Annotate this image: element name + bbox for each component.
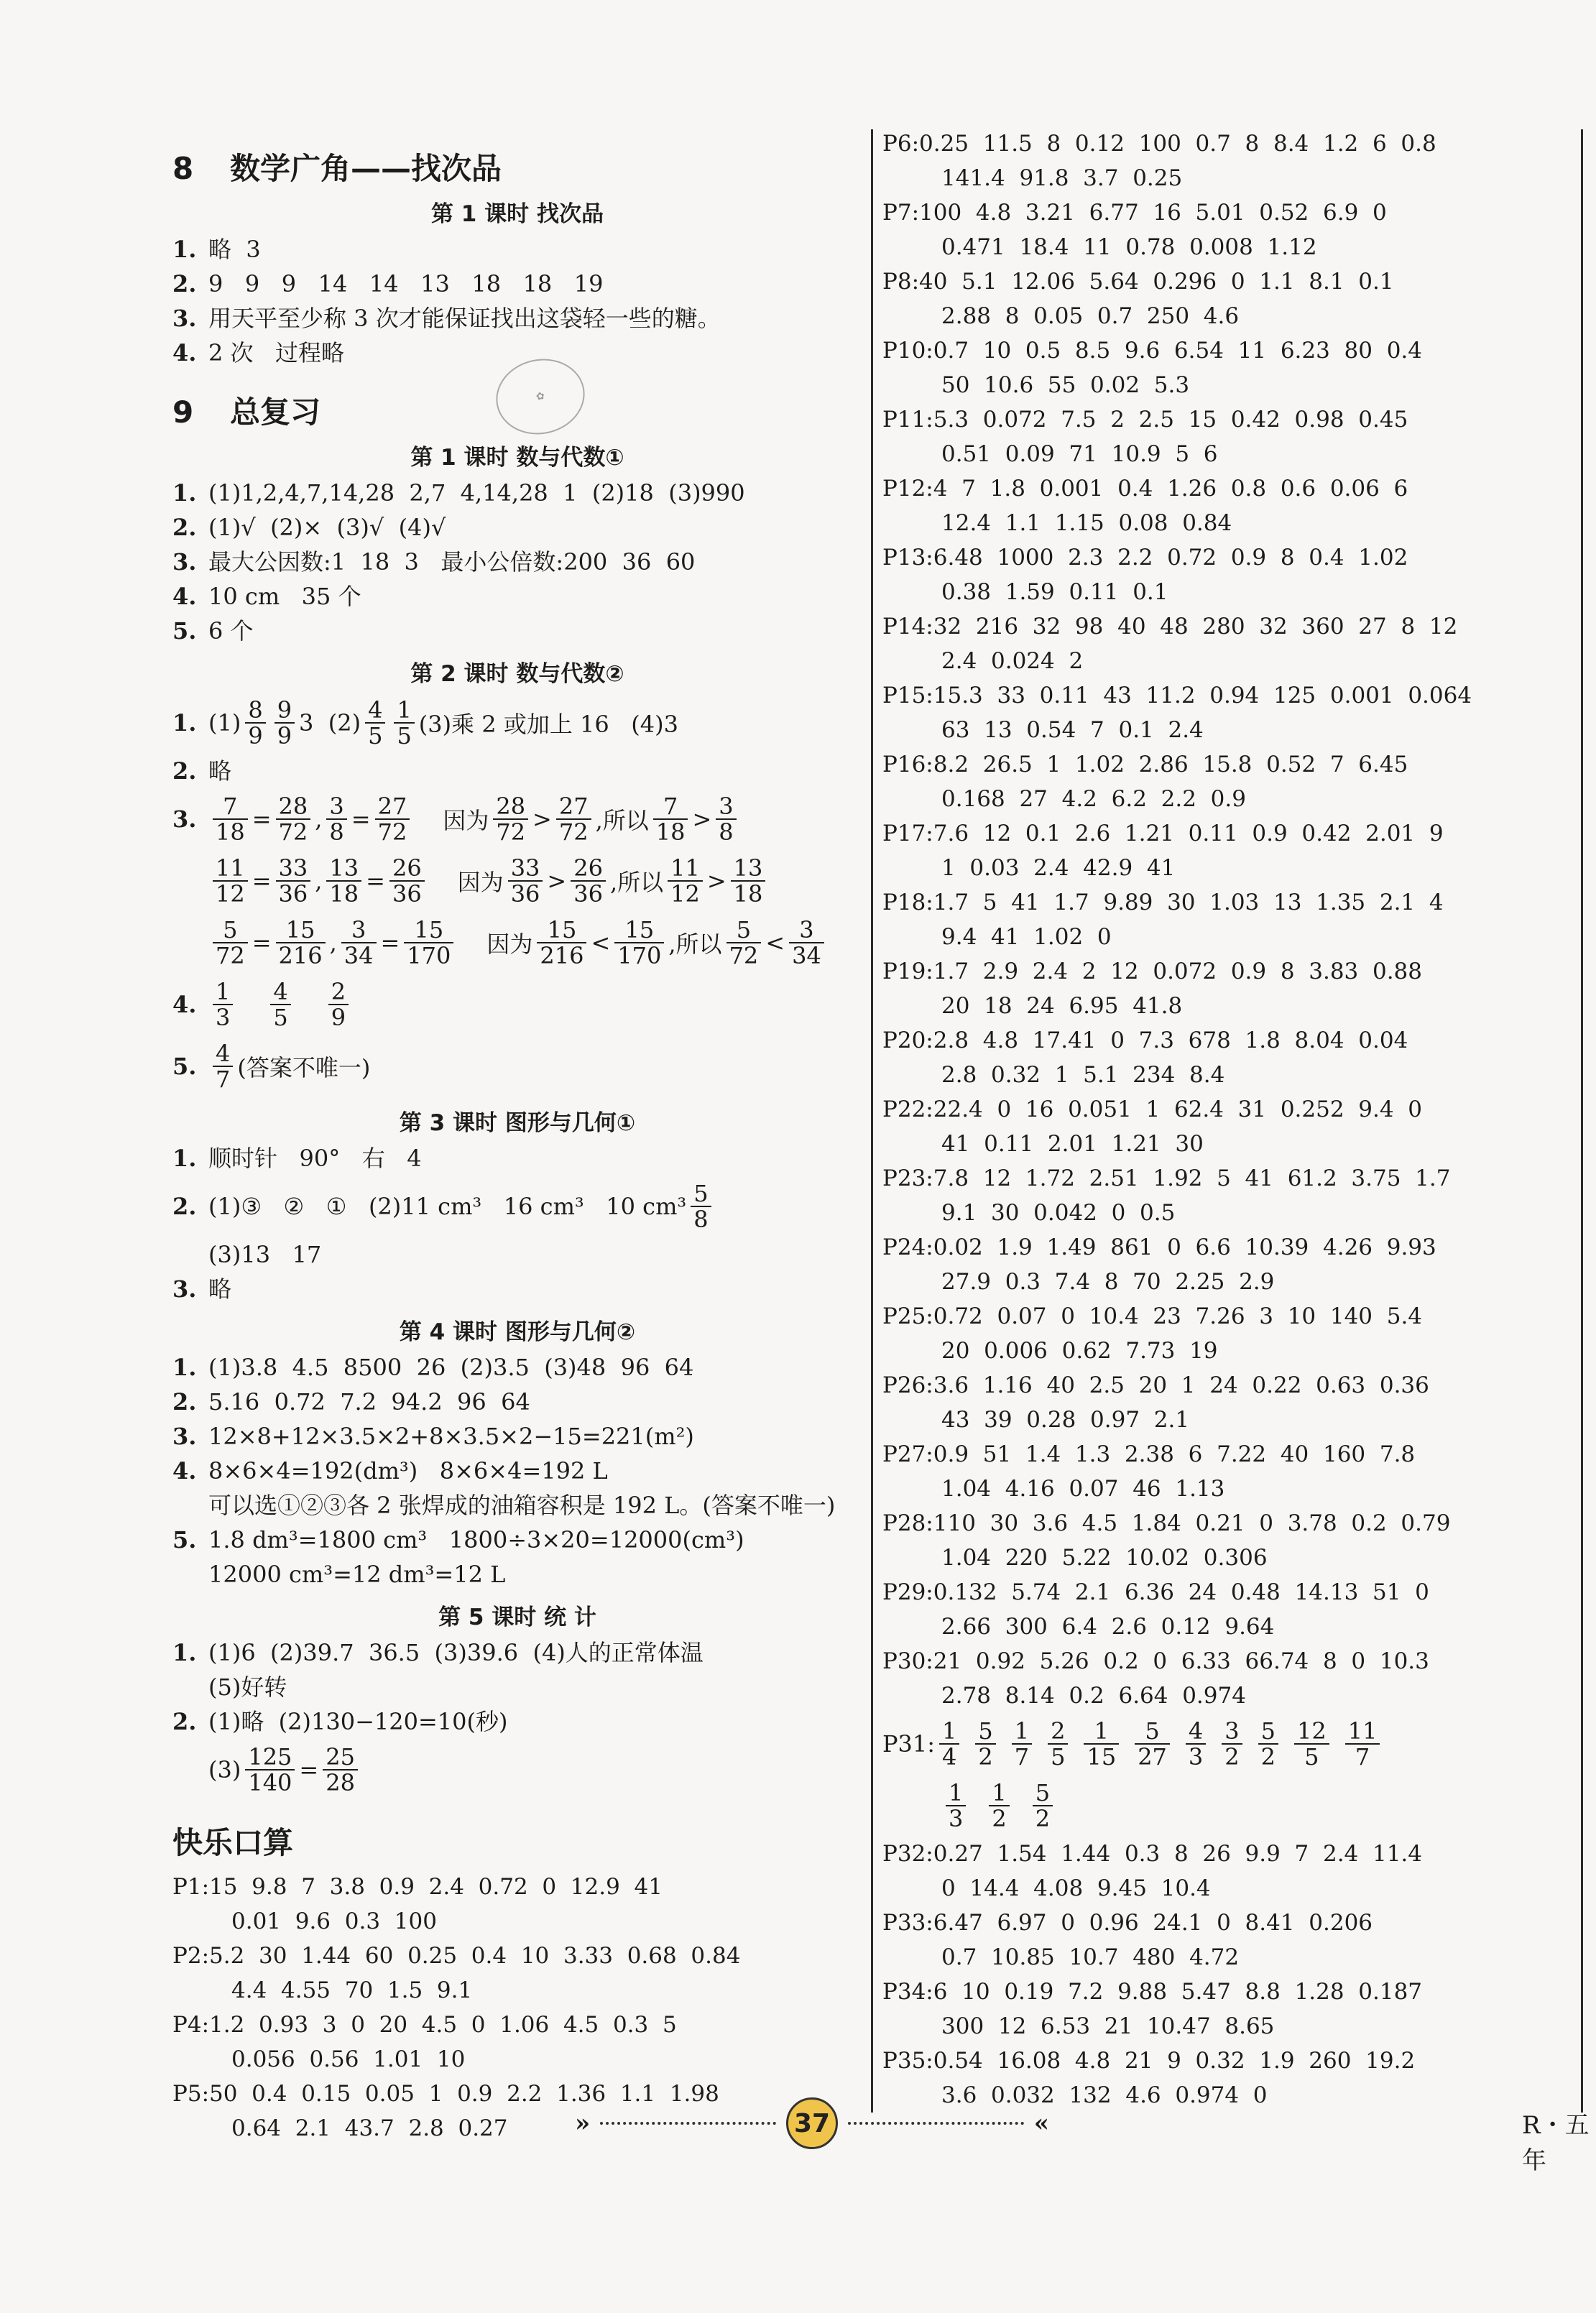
answer-row-cont: 141.4 91.8 3.7 0.25 [941,165,1183,191]
lesson-heading: 第 5 课时 统 计 [438,1605,596,1630]
answer-row-cont: 43 39 0.28 0.97 2.1 [941,1407,1190,1433]
answer-line: (5)好转 [208,1673,287,1701]
answer-row-cont: 0 14.4 4.08 9.45 10.4 [941,1875,1211,1901]
fraction: $\frac{4}{3}$ [1186,1719,1206,1769]
answer-line: $\frac{11}{12}$ = $\frac{33}{36}$ , $\frac{13}{18}$ = $\frac{26}{36}$ 因为 $\frac{33}{36}$ > $\frac{26}{36}$ ,所以 $\frac{11}{12}$ > $\frac{13}{18}$ [172,850,862,912]
answer-row: P23:7.8 12 1.72 2.51 1.92 5 41 61.2 3.75 1.7 [882,1165,1451,1191]
answer-row-cont: 1.04 4.16 0.07 46 1.13 [941,1476,1225,1502]
answer-line: 3. 用天平至少称 3 次才能保证找出这袋轻一些的糖。 [172,305,721,332]
fraction: $\frac{1}{7}$ [1012,1719,1032,1769]
answer-row: P17:7.6 12 0.1 2.6 1.21 0.11 0.9 0.42 2.01 9 [882,821,1444,846]
fraction: $\frac{4}{7}$ [213,1041,233,1091]
fraction: $\frac{5}{2}$ [1033,1781,1053,1831]
answer-row: P16:8.2 26.5 1 1.02 2.86 15.8 0.52 7 6.45 [882,752,1408,777]
fraction: $\frac{27}{72}$ [556,794,591,844]
fraction: $\frac{5}{2}$ [975,1719,995,1769]
fraction: $\frac{5}{72}$ [213,918,248,968]
fraction: $\frac{25}{28}$ [323,1745,358,1795]
answer-line: 1. (1)6 (2)39.7 36.5 (3)39.6 (4)人的正常体温 [172,1639,704,1666]
answer-line: 4. $\frac{1}{3}$ $\frac{4}{5}$ $\frac{2}{9}$ [172,974,862,1035]
answer-row: P10:0.7 10 0.5 8.5 9.6 6.54 11 6.23 80 0.4 [882,338,1423,364]
fraction: $\frac{13}{18}$ [731,856,766,906]
answer-row-cont: 2.4 0.024 2 [941,648,1084,674]
answer-row: P34:6 10 0.19 7.2 9.88 5.47 8.8 1.28 0.187 [882,1979,1423,2005]
answer-line: 4. 2 次 过程略 [172,339,345,366]
fraction: $\frac{11}{12}$ [213,856,248,906]
answer-row: P20:2.8 4.8 17.41 0 7.3 678 1.8 8.04 0.04 [882,1028,1408,1053]
double-right-arrow-icon: » [575,2109,591,2138]
answer-line: 2. 略 [172,757,232,785]
column-divider-right [1581,129,1583,2113]
answer-line: 1. 顺时针 90° 右 4 [172,1145,422,1172]
answer-row: P14:32 216 32 98 40 48 280 32 360 27 8 12 [882,614,1458,640]
section-8-title: 8 数学广角——找次品 [172,151,502,186]
answer-line: 可以选①②③各 2 张焊成的油箱容积是 192 L。(答案不唯一) [208,1492,836,1519]
lesson-heading: 第 1 课时 找次品 [431,201,604,227]
fraction: $\frac{125}{140}$ [245,1745,295,1795]
fraction: $\frac{5}{72}$ [726,918,762,968]
answer-row: P2:5.2 30 1.44 60 0.25 0.4 10 3.33 0.68 0.84 [172,1943,741,1969]
answer-line: 5. 1.8 dm³=1800 cm³ 1800÷3×20=12000(cm³) [172,1526,744,1553]
answer-row-cont: 300 12 6.53 21 10.47 8.65 [941,2013,1275,2039]
fraction: $\frac{26}{36}$ [389,856,425,906]
answer-row: P19:1.7 2.9 2.4 2 12 0.072 0.9 8 3.83 0.88 [882,959,1423,984]
double-left-arrow-icon: « [1033,2109,1049,2138]
fraction: $\frac{15}{170}$ [404,918,453,968]
answer-line-p31: P31: $\frac{1}{4}$ $\frac{5}{2}$ $\frac{1}{7}$ $\frac{2}{5}$ $\frac{1}{15}$ $\frac{5}{27}$ $\frac{4}{3}$ $\frac{3}{2}$ $\frac{5}{2}$ $\frac{12}{5}$ $\frac{11}{7}$ [882,1713,1558,1775]
answer-line: 5. 6 个 [172,617,254,645]
answer-line: 12000 cm³=12 dm³=12 L [208,1561,506,1588]
answer-row-cont: 2.66 300 6.4 2.6 0.12 9.64 [941,1614,1275,1640]
fraction: $\frac{3}{34}$ [789,918,824,968]
fraction: $\frac{3}{8}$ [716,794,736,844]
answer-row-cont: 12.4 1.1 1.15 0.08 0.84 [941,510,1232,536]
stamp-seal: ✿ [489,351,592,443]
section-9-title: 9 总复习 [172,394,321,430]
answer-line-p31b [882,1775,1558,1837]
right-column [882,126,1558,2113]
answer-row-cont: 4.4 4.55 70 1.5 9.1 [231,1977,473,2003]
fraction: $\frac{15}{216}$ [537,918,586,968]
answer-row: P26:3.6 1.16 40 2.5 20 1 24 0.22 0.63 0.36 [882,1372,1429,1398]
answer-line: 2. 9 9 9 14 14 13 18 18 19 [172,270,604,297]
answer-row: P25:0.72 0.07 0 10.4 23 7.26 3 10 140 5.4 [882,1303,1423,1329]
answer-line: 1. (1)3.8 4.5 8500 26 (2)3.5 (3)48 96 64 [172,1354,694,1381]
answer-row: P18:1.7 5 41 1.7 9.89 30 1.03 13 1.35 2.1 4 [882,890,1444,915]
answer-row: P29:0.132 5.74 2.1 6.36 24 0.48 14.13 51 0 [882,1579,1429,1605]
answer-row: P5:50 0.4 0.15 0.05 1 0.9 2.2 1.36 1.1 1.98 [172,2081,719,2107]
answer-line: 2. (1)略 (2)130−120=10(秒) [172,1708,508,1735]
answer-line: 4. 10 cm 35 个 [172,583,361,610]
fraction: $\frac{3}{8}$ [326,794,346,844]
answer-row: P1:15 9.8 7 3.8 0.9 2.4 0.72 0 12.9 41 [172,1874,663,1900]
fraction: $\frac{2}{5}$ [1048,1719,1068,1769]
dotted-line [848,2122,1024,2125]
fraction: $\frac{5}{27}$ [1135,1719,1170,1769]
answer-row-cont: 63 13 0.54 7 0.1 2.4 [941,717,1204,743]
grade-label: R・五年 [1522,2111,1590,2175]
fraction: $\frac{15}{170}$ [614,918,664,968]
fraction: $\frac{3}{2}$ [1222,1719,1242,1769]
fraction: $\frac{2}{9}$ [328,979,349,1030]
lesson-heading: 第 1 课时 数与代数① [410,445,624,471]
page-number-badge: 37 [786,2097,838,2149]
answer-row: P35:0.54 16.08 4.8 21 9 0.32 1.9 260 19.2 [882,2048,1416,2074]
fraction: $\frac{1}{15}$ [1084,1719,1119,1769]
answer-line: 2. (1)√ (2)× (3)√ (4)√ [172,514,446,541]
answer-row-cont: 0.64 2.1 43.7 2.8 0.27 [231,2115,508,2141]
answer-row-cont: 2.88 8 0.05 0.7 250 4.6 [941,303,1240,329]
answer-row: P33:6.47 6.97 0 0.96 24.1 0 8.41 0.206 [882,1910,1373,1936]
column-divider [871,129,873,2113]
answer-row: P12:4 7 1.8 0.001 0.4 1.26 0.8 0.6 0.06 6 [882,476,1408,502]
fraction: $\frac{33}{36}$ [508,856,543,906]
answer-row-cont: 0.01 9.6 0.3 100 [231,1908,437,1934]
answer-line: 1. (1)1,2,4,7,14,28 2,7 4,14,28 1 (2)18 (3)990 [172,479,745,507]
answer-line: 3. 略 [172,1275,232,1303]
answer-row-cont: 9.4 41 1.02 0 [941,924,1112,950]
fraction: $\frac{4}{5}$ [365,698,385,748]
answer-row-cont: 20 0.006 0.62 7.73 19 [941,1338,1218,1364]
lesson-heading: 第 4 课时 图形与几何② [399,1319,636,1345]
answer-line: 3. 12×8+12×3.5×2+8×3.5×2−15=221(m²) [172,1423,694,1450]
answer-row: P27:0.9 51 1.4 1.3 2.38 6 7.22 40 160 7.8 [882,1441,1416,1467]
section-kuaile-title: 快乐口算 [172,1825,294,1860]
fraction: $\frac{7}{18}$ [213,794,248,844]
lesson-heading: 第 3 课时 图形与几何① [399,1110,636,1136]
fraction: $\frac{1}{4}$ [939,1719,959,1769]
page-footer [575,2098,1049,2148]
lesson-heading: 第 2 课时 数与代数② [410,661,624,687]
answer-row: P32:0.27 1.54 1.44 0.3 8 26 9.9 7 2.4 11.4 [882,1841,1423,1867]
answer-line: 1. 略 3 [172,236,261,263]
answer-row: P6:0.25 11.5 8 0.12 100 0.7 8 8.4 1.2 6 0.8 [882,131,1436,157]
answer-row-cont: 0.51 0.09 71 10.9 5 6 [941,441,1218,467]
answer-row: P30:21 0.92 5.26 0.2 0 6.33 66.74 8 0 10.3 [882,1648,1429,1674]
answer-line: 2. (1)③ ② ① (2)11 cm³ 16 cm³ 10 cm³ $\frac{5}{8}$ [172,1176,862,1237]
fraction: $\frac{4}{5}$ [270,979,290,1030]
answer-line: 1. (1) $\frac{8}{9}$ $\frac{9}{9}$ 3 (2) $\frac{4}{5}$ $\frac{1}{5}$ (3)乘 2 或加上 16 (4)3 [172,696,678,749]
answer-row-cont: 9.1 30 0.042 0 0.5 [941,1200,1176,1226]
fraction: $\frac{11}{7}$ [1345,1719,1380,1769]
answer-line: (3)13 17 [208,1241,322,1268]
dotted-line [600,2122,776,2125]
fraction: $\frac{15}{216}$ [276,918,326,968]
answer-row: P13:6.48 1000 2.3 2.2 0.72 0.9 8 0.4 1.02 [882,545,1408,571]
answer-row-cont: 2.78 8.14 0.2 6.64 0.974 [941,1683,1246,1709]
answer-row: P7:100 4.8 3.21 6.77 16 5.01 0.52 6.9 0 [882,200,1387,226]
fraction: $\frac{26}{36}$ [571,856,606,906]
answer-line: 5. $\frac{4}{7}$ (答案不唯一) [172,1040,371,1093]
answer-row: P28:110 30 3.6 4.5 1.84 0.21 0 3.78 0.2 0.79 [882,1510,1451,1536]
fraction: $\frac{33}{36}$ [276,856,311,906]
fraction: $\frac{28}{72}$ [276,794,311,844]
answer-row-cont: 1.04 220 5.22 10.02 0.306 [941,1545,1268,1571]
answer-line: $\frac{5}{72}$ = $\frac{15}{216}$ , $\frac{3}{34}$ = $\frac{15}{170}$ 因为 $\frac{15}{216}$ < $\frac{15}{170}$ ,所以 $\frac{5}{72}$ < $\frac{3}{34}$ [172,912,862,974]
answer-row: P11:5.3 0.072 7.5 2 2.5 15 0.42 0.98 0.45 [882,407,1408,433]
answer-line: (3) $\frac{125}{140}$ = $\frac{25}{28}$ [172,1739,862,1801]
fraction: $\frac{9}{9}$ [275,698,295,748]
answer-row-cont: 0.471 18.4 11 0.78 0.008 1.12 [941,234,1317,260]
answer-row: P4:1.2 0.93 3 0 20 4.5 0 1.06 4.5 0.3 5 [172,2012,677,2038]
answer-line: 4. 8×6×4=192(dm³) 8×6×4=192 L [172,1457,608,1485]
fraction: $\frac{3}{34}$ [341,918,377,968]
fraction: $\frac{1}{3}$ [213,979,233,1030]
fraction: $\frac{1}{5}$ [394,698,414,748]
answer-row-cont: 0.7 10.85 10.7 480 4.72 [941,1944,1240,1970]
answer-row-cont: 0.38 1.59 0.11 0.1 [941,579,1168,605]
answer-line: 2. 5.16 0.72 7.2 94.2 96 64 [172,1388,530,1416]
fraction: $\frac{13}{18}$ [326,856,361,906]
fraction: $\frac{12}{5}$ [1294,1719,1329,1769]
fraction: $\frac{5}{2}$ [1258,1719,1278,1769]
answer-row-cont: 41 0.11 2.01 1.21 30 [941,1131,1204,1157]
answer-row: P24:0.02 1.9 1.49 861 0 6.6 10.39 4.26 9.93 [882,1234,1436,1260]
fraction: $\frac{7}{18}$ [653,794,688,844]
answer-row-cont: 20 18 24 6.95 41.8 [941,993,1183,1019]
answer-row-cont: 2.8 0.32 1 5.1 234 8.4 [941,1062,1225,1088]
answer-row-cont: 3.6 0.032 132 4.6 0.974 0 [941,2082,1268,2108]
fraction: $\frac{28}{72}$ [493,794,528,844]
fraction: $\frac{1}{3}$ [946,1781,966,1831]
answer-row-cont: 1 0.03 2.4 42.9 41 [941,855,1176,881]
fraction: $\frac{27}{72}$ [375,794,410,844]
answer-row-cont: 0.168 27 4.2 6.2 2.2 0.9 [941,786,1246,812]
answer-row: P8:40 5.1 12.06 5.64 0.296 0 1.1 8.1 0.1 [882,269,1394,295]
answer-row-cont: 27.9 0.3 7.4 8 70 2.25 2.9 [941,1269,1275,1295]
answer-row: P15:15.3 33 0.11 43 11.2 0.94 125 0.001 0.064 [882,683,1472,708]
answer-line: 3. 最大公因数:1 18 3 最小公倍数:200 36 60 [172,548,696,576]
fraction: $\frac{8}{9}$ [245,698,265,748]
answer-row-cont: 0.056 0.56 1.01 10 [231,2046,466,2072]
answer-row: P22:22.4 0 16 0.051 1 62.4 31 0.252 9.4 0 [882,1097,1423,1122]
answer-row-cont: 50 10.6 55 0.02 5.3 [941,372,1190,398]
answer-line: 3. $\frac{7}{18}$ = $\frac{28}{72}$ , $\frac{3}{8}$ = $\frac{27}{72}$ 因为 $\frac{28}{72}$ > $\frac{27}{72}$ ,所以 $\frac{7}{18}$ > $\frac{3}{8}$ [172,788,862,850]
fraction: $\frac{1}{2}$ [989,1781,1009,1831]
fraction: $\frac{5}{8}$ [691,1181,711,1232]
fraction: $\frac{11}{12}$ [668,856,703,906]
